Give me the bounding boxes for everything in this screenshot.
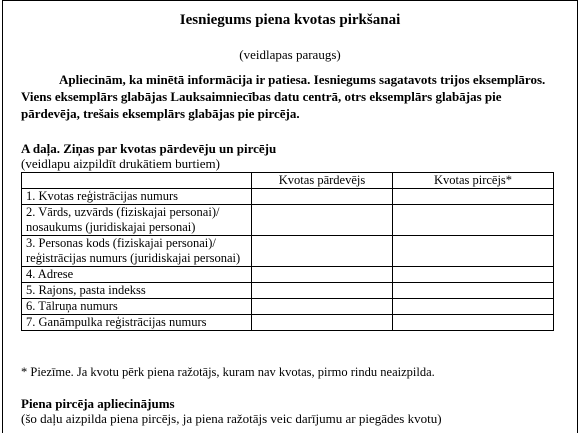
table-row	[22, 283, 554, 299]
seller-cell[interactable]	[252, 205, 393, 236]
seller-cell[interactable]	[252, 236, 393, 267]
buyer-confirmation-section	[21, 396, 442, 426]
buyer-cell[interactable]	[393, 283, 554, 299]
table-row	[22, 315, 554, 331]
row-label: 5. Rajons, pasta indekss	[22, 283, 252, 299]
table-row	[22, 299, 554, 315]
seller-cell[interactable]	[252, 267, 393, 283]
column-header-field	[22, 173, 252, 189]
seller-cell[interactable]	[252, 189, 393, 205]
buyer-confirmation-heading: Piena pircēja apliecinājums	[21, 396, 175, 411]
row-label: 4. Adrese	[22, 267, 252, 283]
buyer-cell[interactable]	[393, 299, 554, 315]
table-row	[22, 189, 554, 205]
section-a-header	[21, 141, 276, 171]
row-label: 3. Personas kods (fiziskajai personai)/ reģistrācijas numurs (juridiskajai personai)	[22, 236, 252, 267]
buyer-cell[interactable]	[393, 236, 554, 267]
row-label: 1. Kvotas reģistrācijas numurs	[22, 189, 252, 205]
buyer-confirmation-instruction: (šo daļu aizpilda piena pircējs, ja piena ražotājs veic darījumu ar piegādes kvotu)	[21, 411, 442, 426]
declaration-paragraph: Apliecinām, ka minētā informācija ir patiesa. Iesniegums sagatavots trijos eksemplāros. Viens eksemplārs glabājas Lauksaimniecības datu centrā, otrs eksemplārs glabājas pie pārdevēja, trešais eksemplārs glabājas pie pircēja.	[21, 72, 546, 121]
table-row	[22, 205, 554, 236]
column-header-seller: Kvotas pārdevējs	[252, 173, 393, 189]
table-row	[22, 267, 554, 283]
seller-cell[interactable]	[252, 283, 393, 299]
document-subtitle: (veidlapas paraugs)	[239, 47, 341, 62]
section-a-instruction: (veidlapu aizpildīt drukātiem burtiem)	[21, 156, 220, 171]
document-title: Iesniegums piena kvotas pirkšanai	[179, 12, 401, 28]
column-header-buyer: Kvotas pircējs*	[393, 173, 554, 189]
seller-cell[interactable]	[252, 315, 393, 331]
seller-buyer-table	[21, 172, 554, 331]
row-label: 2. Vārds, uzvārds (fiziskajai personai)/ nosaukums (juridiskajai personai)	[22, 205, 252, 236]
document-page	[2, 0, 578, 433]
row-label: 7. Ganāmpulka reģistrācijas numurs	[22, 315, 252, 331]
table-header-row	[22, 173, 554, 189]
row-label: 6. Tālruņa numurs	[22, 299, 252, 315]
buyer-cell[interactable]	[393, 315, 554, 331]
seller-cell[interactable]	[252, 299, 393, 315]
buyer-cell[interactable]	[393, 267, 554, 283]
table-row	[22, 236, 554, 267]
buyer-cell[interactable]	[393, 205, 554, 236]
footnote: * Piezīme. Ja kvotu pērk piena ražotājs, kuram nav kvotas, pirmo rindu neaizpilda.	[21, 365, 435, 379]
buyer-cell[interactable]	[393, 189, 554, 205]
section-a-heading: A daļa. Ziņas par kvotas pārdevēju un pircēju	[21, 141, 277, 156]
